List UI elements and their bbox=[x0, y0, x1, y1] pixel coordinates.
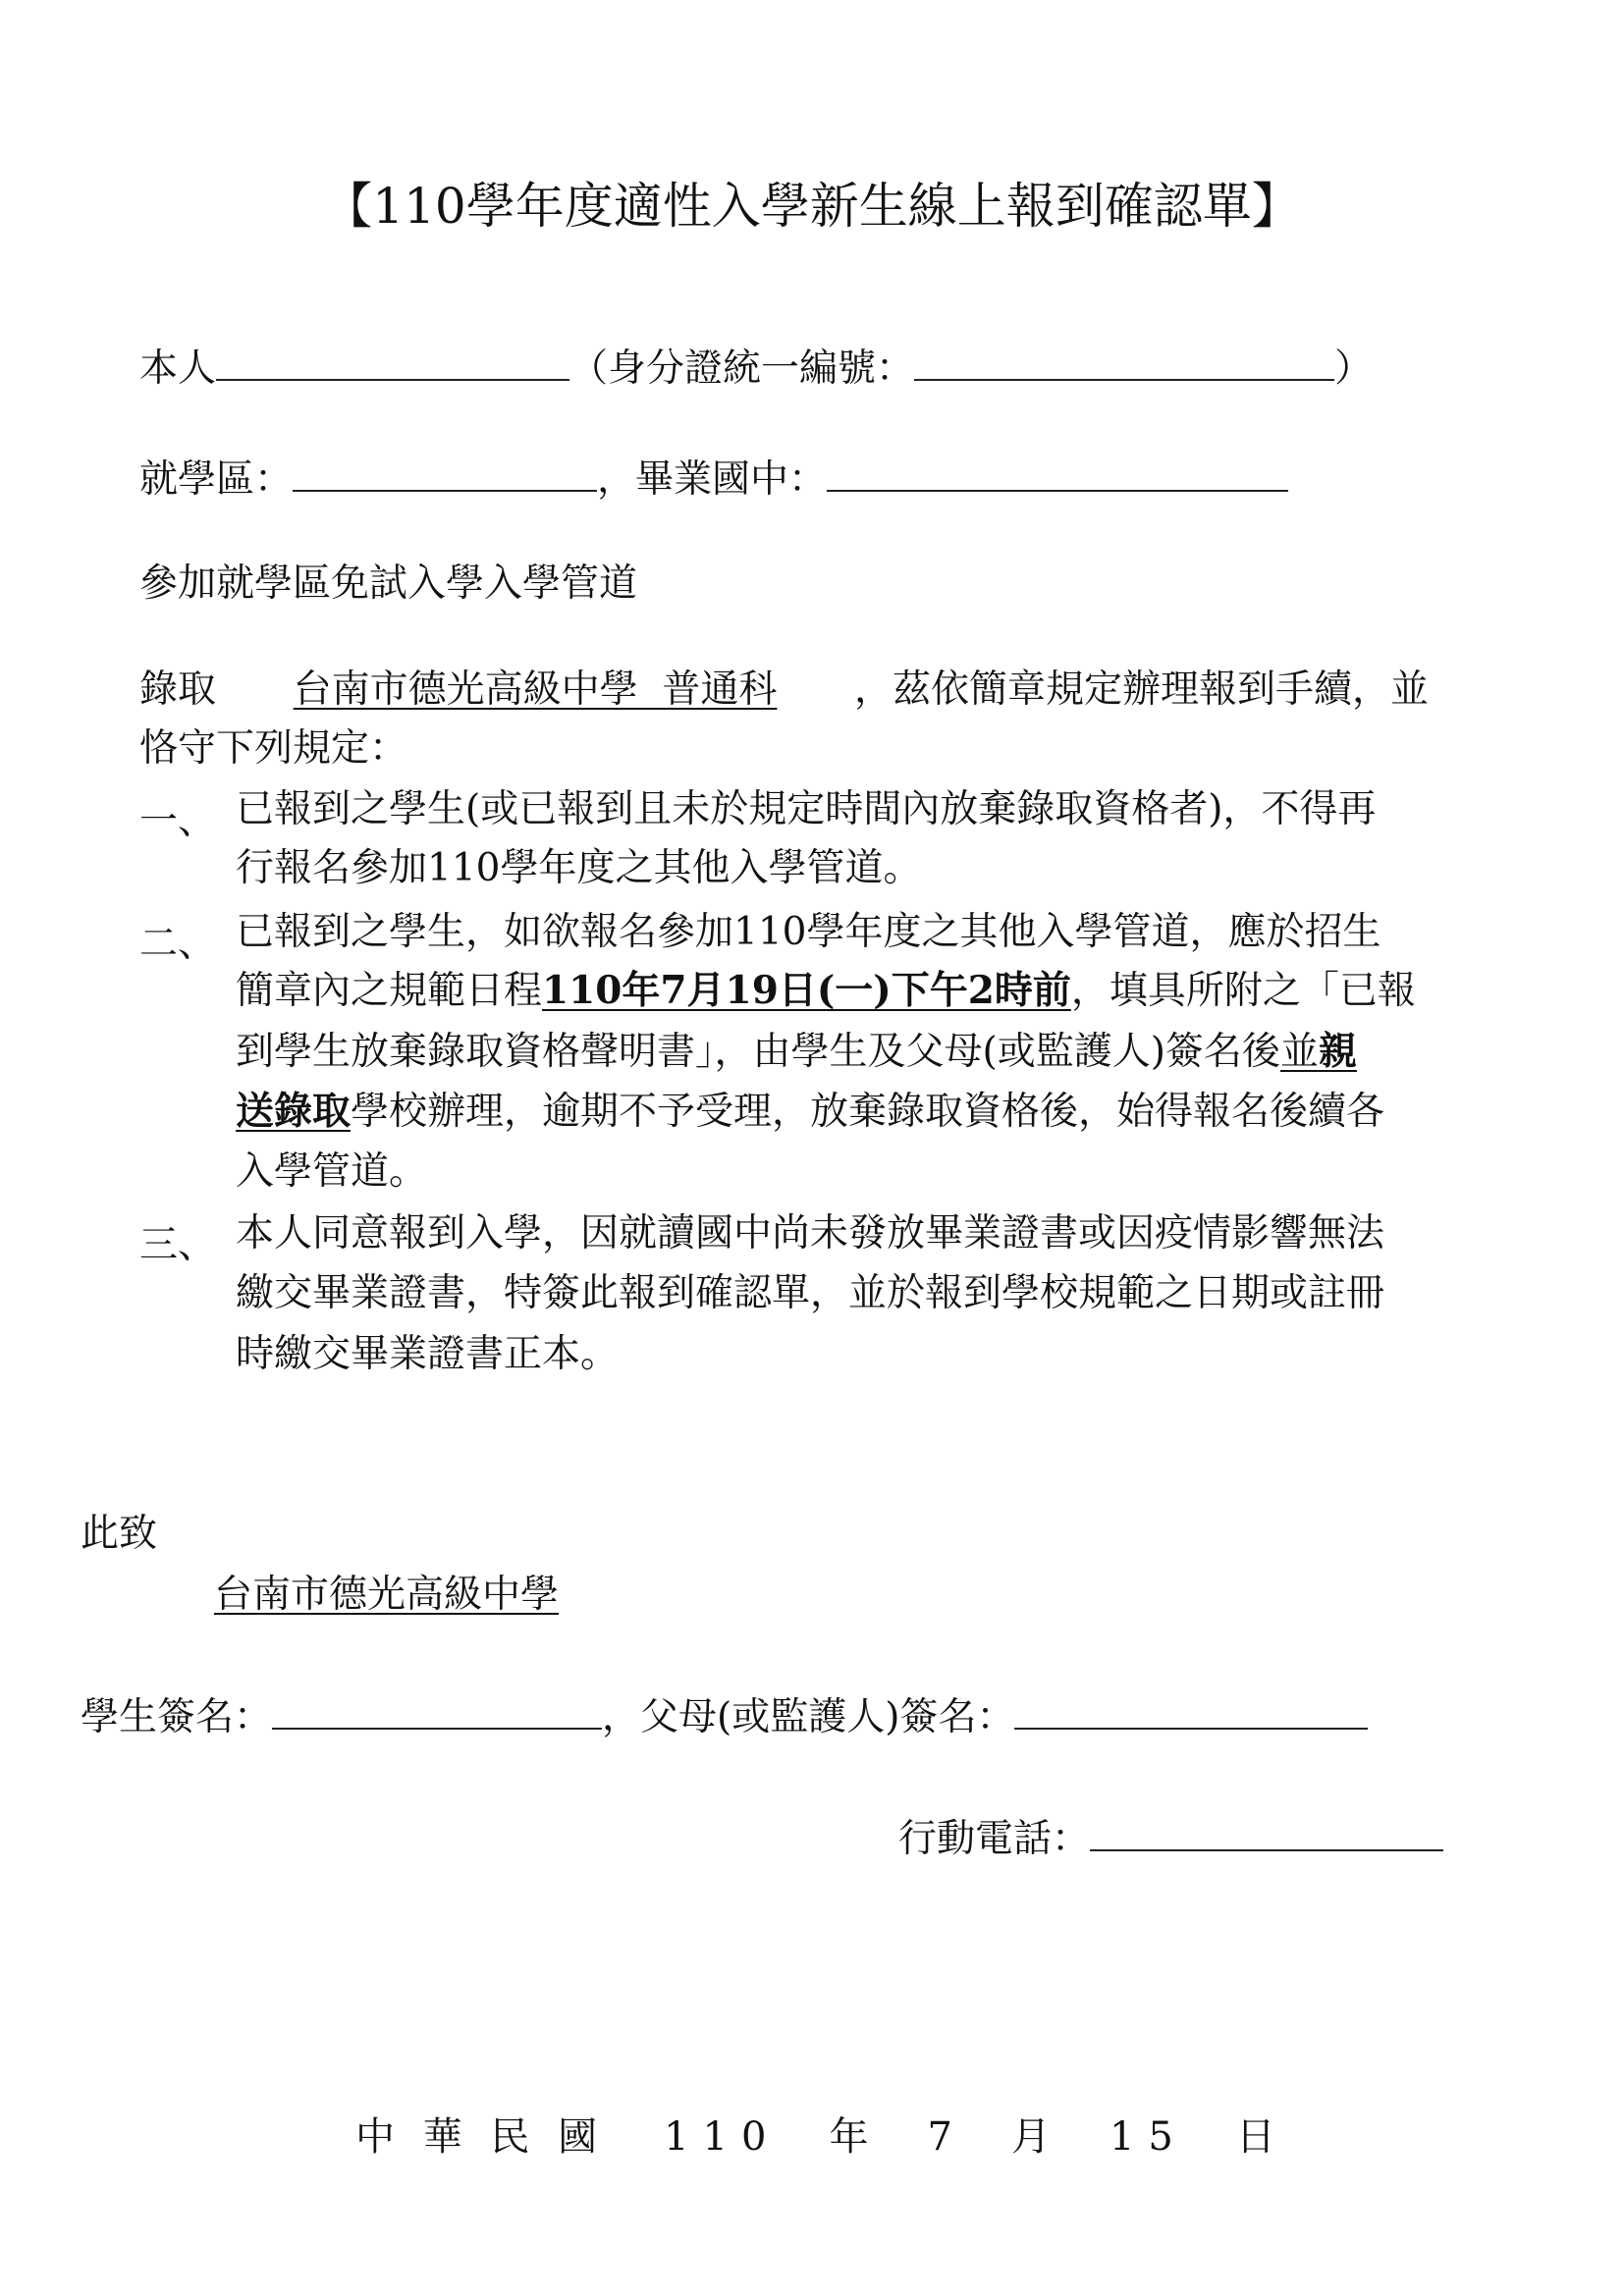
id-close-paren: ） bbox=[1334, 347, 1374, 391]
rule-2-number: 二、 bbox=[139, 922, 217, 966]
recipient-school: 台南市德光高級中學 bbox=[214, 1573, 560, 1617]
closing-salutation: 此致 bbox=[81, 1512, 158, 1556]
rule-3-number: 三、 bbox=[139, 1223, 217, 1267]
rule-2-line-2 bbox=[236, 968, 1416, 1013]
self-label: 本人 bbox=[139, 347, 217, 391]
junior-high-field[interactable] bbox=[827, 456, 1288, 492]
mobile-phone-label: 行動電話： bbox=[898, 1817, 1091, 1861]
rule-2-deliver-1: 親 bbox=[1318, 1029, 1357, 1074]
rule-2-line-4-post: 學校辦理，逾期不予受理，放棄錄取資格後，始得報名後續各 bbox=[351, 1090, 1385, 1134]
id-number-label: （身分證統一編號： bbox=[569, 347, 915, 391]
phone-line bbox=[898, 1816, 1443, 1861]
district-field[interactable] bbox=[293, 456, 597, 492]
rule-3-line-1: 本人同意報到入學，因就讀國中尚未發放畢業證書或因疫情影響無法 bbox=[236, 1211, 1385, 1255]
student-signature-label: 學生簽名： bbox=[81, 1695, 273, 1739]
parent-signature-field[interactable] bbox=[1014, 1694, 1368, 1730]
rule-2-line-3-pre: 到學生放棄錄取資格聲明書」，由學生及父母(或監護人)簽名後 bbox=[236, 1030, 1280, 1074]
rule-1-line-2: 行報名參加110學年度之其他入學管道。 bbox=[236, 846, 922, 890]
mobile-phone-field[interactable] bbox=[1090, 1816, 1443, 1851]
form-date bbox=[355, 2114, 1275, 2160]
admission-tail: ，茲依簡章規定辦理報到手續，並 bbox=[854, 667, 1430, 712]
month-label: 月 bbox=[1010, 2114, 1051, 2160]
admission-line bbox=[139, 667, 1430, 712]
student-signature-field[interactable] bbox=[272, 1694, 602, 1730]
date-day: 15 bbox=[1109, 2114, 1187, 2160]
rule-1-line-1: 已報到之學生(或已報到且未於規定時間內放棄錄取資格者)，不得再 bbox=[236, 787, 1377, 831]
admission-tail-2: 恪守下列規定： bbox=[139, 726, 408, 771]
form-title: 【110學年度適性入學新生線上報到確認單】 bbox=[323, 178, 1301, 235]
admitted-school: 台南市德光高級中學 普通科 bbox=[293, 667, 778, 712]
name-field[interactable] bbox=[216, 346, 569, 381]
year-label: 年 bbox=[829, 2114, 869, 2160]
day-label: 日 bbox=[1235, 2114, 1275, 2160]
date-month: 7 bbox=[927, 2114, 952, 2160]
id-number-field[interactable] bbox=[914, 346, 1334, 381]
rule-2-line-1: 已報到之學生，如欲報名參加110學年度之其他入學管道，應於招生 bbox=[236, 910, 1381, 954]
date-year: 110 bbox=[664, 2114, 781, 2160]
rule-3-line-2: 繳交畢業證書，特簽此報到確認單，並於報到學校規範之日期或註冊 bbox=[236, 1271, 1385, 1315]
junior-high-label: ，畢業國中： bbox=[597, 457, 828, 502]
rule-1-number: 一、 bbox=[139, 799, 217, 843]
parent-signature-label: ，父母(或監護人)簽名： bbox=[602, 1695, 1015, 1739]
rule-2-line-5: 入學管道。 bbox=[236, 1149, 428, 1194]
identity-line bbox=[139, 346, 1374, 391]
rule-2-line-2-pre: 簡章內之規範日程 bbox=[236, 969, 543, 1013]
rule-3-line-3: 時繳交畢業證書正本。 bbox=[236, 1332, 620, 1376]
admission-channel: 參加就學區免試入學入學管道 bbox=[139, 561, 638, 606]
admit-label: 錄取 bbox=[139, 667, 217, 712]
rule-2-line-3 bbox=[236, 1029, 1357, 1074]
rule-2-line-4 bbox=[236, 1089, 1385, 1134]
deadline-text: 110年7月19日(一)下午2時前 bbox=[542, 968, 1071, 1013]
rule-2-deliver-2: 送錄取 bbox=[236, 1089, 352, 1134]
rule-2-line-2-post: ，填具所附之「已報 bbox=[1070, 969, 1416, 1013]
district-line bbox=[139, 456, 1288, 502]
signature-line bbox=[81, 1694, 1368, 1739]
district-label: 就學區： bbox=[139, 457, 294, 502]
rule-2-and: 並 bbox=[1279, 1030, 1319, 1074]
era-label: 中 華 民 國 bbox=[355, 2114, 606, 2160]
